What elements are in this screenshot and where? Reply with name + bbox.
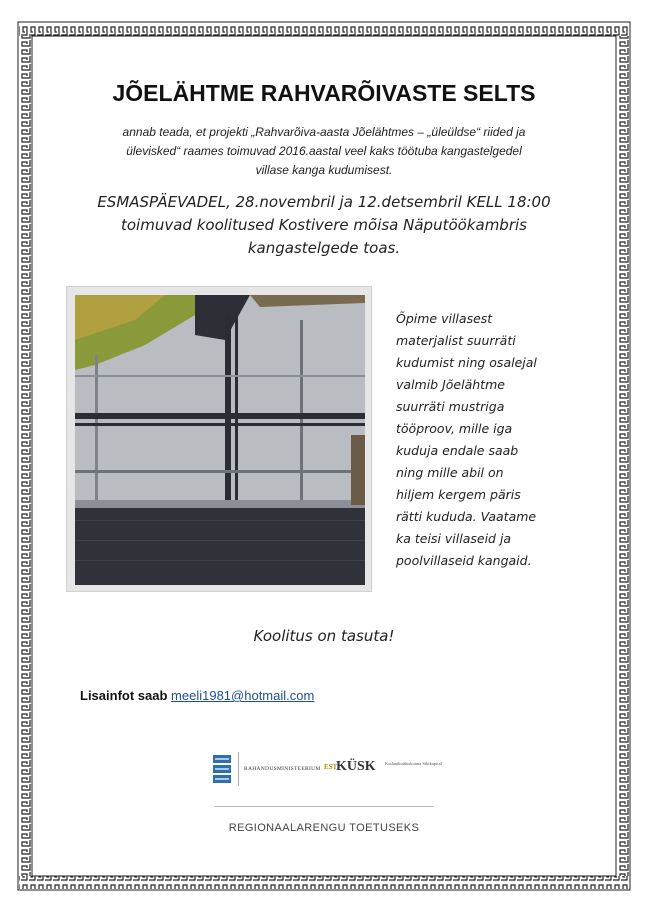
dates-line: toimuvad koolitused Kostivere mõisa Näputöökambris [121,216,527,234]
support-text: REGIONAALARENGU TOETUSEKS [228,822,420,834]
logo-divider [238,752,239,786]
ministry-logo-text: RAHANDUSMINISTEERIUM [244,766,321,772]
dates-line: kangastelgede toas. [247,239,401,257]
contact-label: Lisainfot saab [80,688,168,703]
contact-info [80,688,314,703]
description-line: hiljem kergem päris [396,487,521,502]
sponsor-logos [212,748,452,798]
kusk-logo: KÜSK [336,759,376,774]
description-line: rätti kududa. Vaatame [396,509,537,524]
workshop-description [396,308,592,572]
description-line: valmib Jõelähtme [396,377,505,392]
free-notice: Koolitus on tasuta! [253,627,395,645]
description-line: Õpime villasest [396,311,493,326]
email-link[interactable]: meeli1981@hotmail.com [171,688,315,703]
description-line: kudumist ning osalejal [396,355,537,370]
intro-text [80,123,568,180]
description-line: suurräti mustriga [396,399,505,414]
event-dates [60,191,588,260]
description-line: tööproov, mille iga [396,421,513,436]
kusk-mark: EST [324,763,338,771]
description-line: ning mille abil on [396,465,504,480]
fabric-photo [66,286,372,592]
dates-line: ESMASPÄEVADEL, 28.novembril ja 12.detsembril KELL 18:00 [97,193,551,211]
kusk-subtitle: Kodanikuühiskonna Sihtkapital [385,761,442,766]
description-line: materjalist suurräti [396,333,516,348]
estonian-coat-of-arms-icon [212,754,232,784]
intro-line: ülevisked“ raames toimuvad 2016.aastal veel kaks töötuba kangastelgedel [126,144,522,158]
intro-line: annab teada, et projekti „Rahvarõiva-aasta Jõelähtmes – „üleüldse“ riided ja [122,125,526,139]
description-line: kuduja endale saab [396,443,519,458]
page-title: JÕELÄHTME RAHVARÕIVASTE SELTS [112,80,536,106]
intro-line: villase kanga kudumisest. [255,163,393,177]
description-line: poolvillaseid kangaid. [396,553,532,568]
description-line: ka teisi villaseid ja [396,531,512,546]
divider [214,806,434,807]
